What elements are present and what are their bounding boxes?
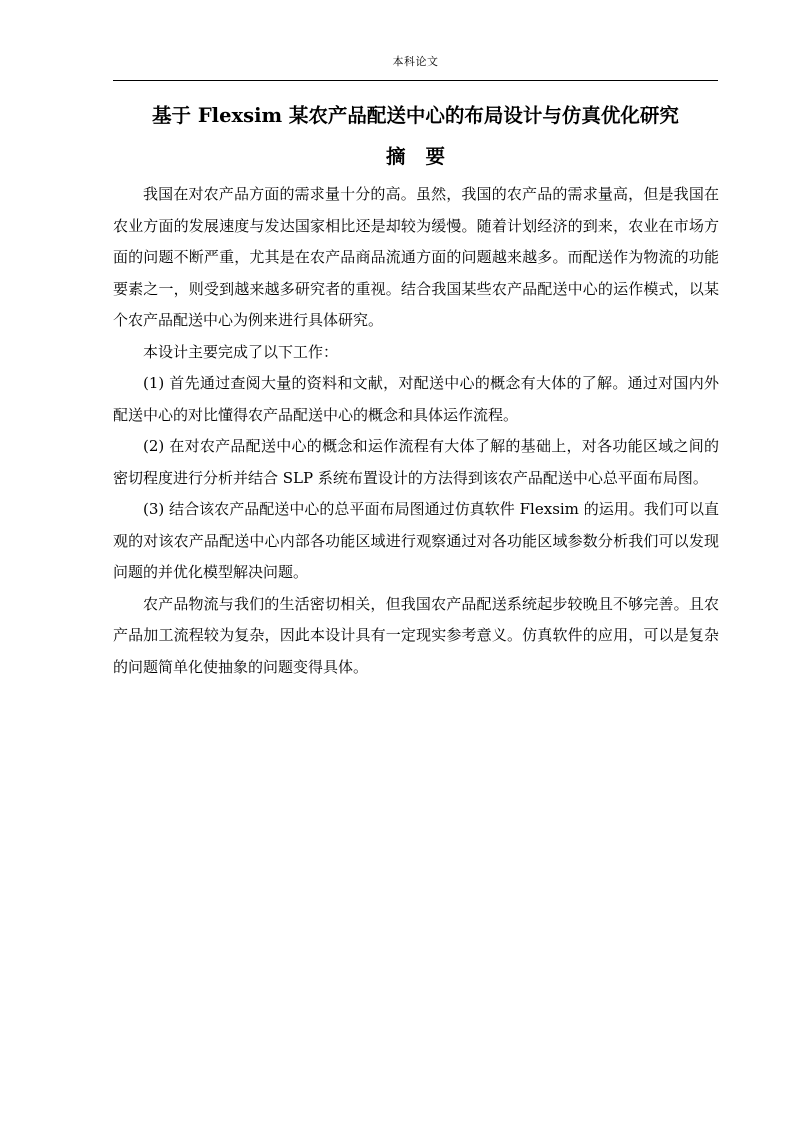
abstract-paragraph-1: 我国在对农产品方面的需求量十分的高。虽然，我国的农产品的需求量高，但是我国在农业方面的发展速度与发达国家相比还是却较为缓慢。随着计划经济的到来，农业在市场方面的问题不断严重，尤其是在农产品商品流通方面的问题越来越多。而配送作为物流的功能要素之一，则受到越来越多研究者的重视。结合我国某些农产品配送中心的运作模式，以某个农产品配送中心为例来进行具体研究。 [113,185,719,329]
abstract-paragraph-4: (2) 在对农产品配送中心的概念和运作流程有大体了解的基础上，对各功能区域之间的密切程度进行分析并结合 SLP 系统布置设计的方法得到该农产品配送中心总平面布局图。 [113,437,719,487]
abstract-paragraph-2: 本设计主要完成了以下工作： [143,342,339,361]
document-title: 基于 Flexsim 某农产品配送中心的布局设计与仿真优化研究 [152,104,679,127]
abstract-body [113,179,719,683]
abstract-paragraph-5: (3) 结合该农产品配送中心的总平面布局图通过仿真软件 Flexsim 的运用。我们可以直观的对该农产品配送中心内部各功能区域进行观察通过对各功能区域参数分析我们可以发现问题的并优化模型解决问题。 [113,500,719,581]
abstract-paragraph-3: (1) 首先通过查阅大量的资料和文献，对配送中心的概念有大体的了解。通过对国内外配送中心的对比懂得农产品配送中心的概念和具体运作流程。 [113,374,719,424]
abstract-paragraph-6: 农产品物流与我们的生活密切相关，但我国农产品配送系统起步较晚且不够完善。且农产品加工流程较为复杂，因此本设计具有一定现实参考意义。仿真软件的应用，可以是复杂的问题简单化使抽象的问题变得具体。 [113,594,719,676]
running-header: 本科论文 [392,55,439,68]
abstract-heading-char-2: 要 [425,145,446,168]
abstract-heading [113,142,718,172]
abstract-heading-char-1: 摘 [385,145,406,168]
header-rule [113,80,718,81]
